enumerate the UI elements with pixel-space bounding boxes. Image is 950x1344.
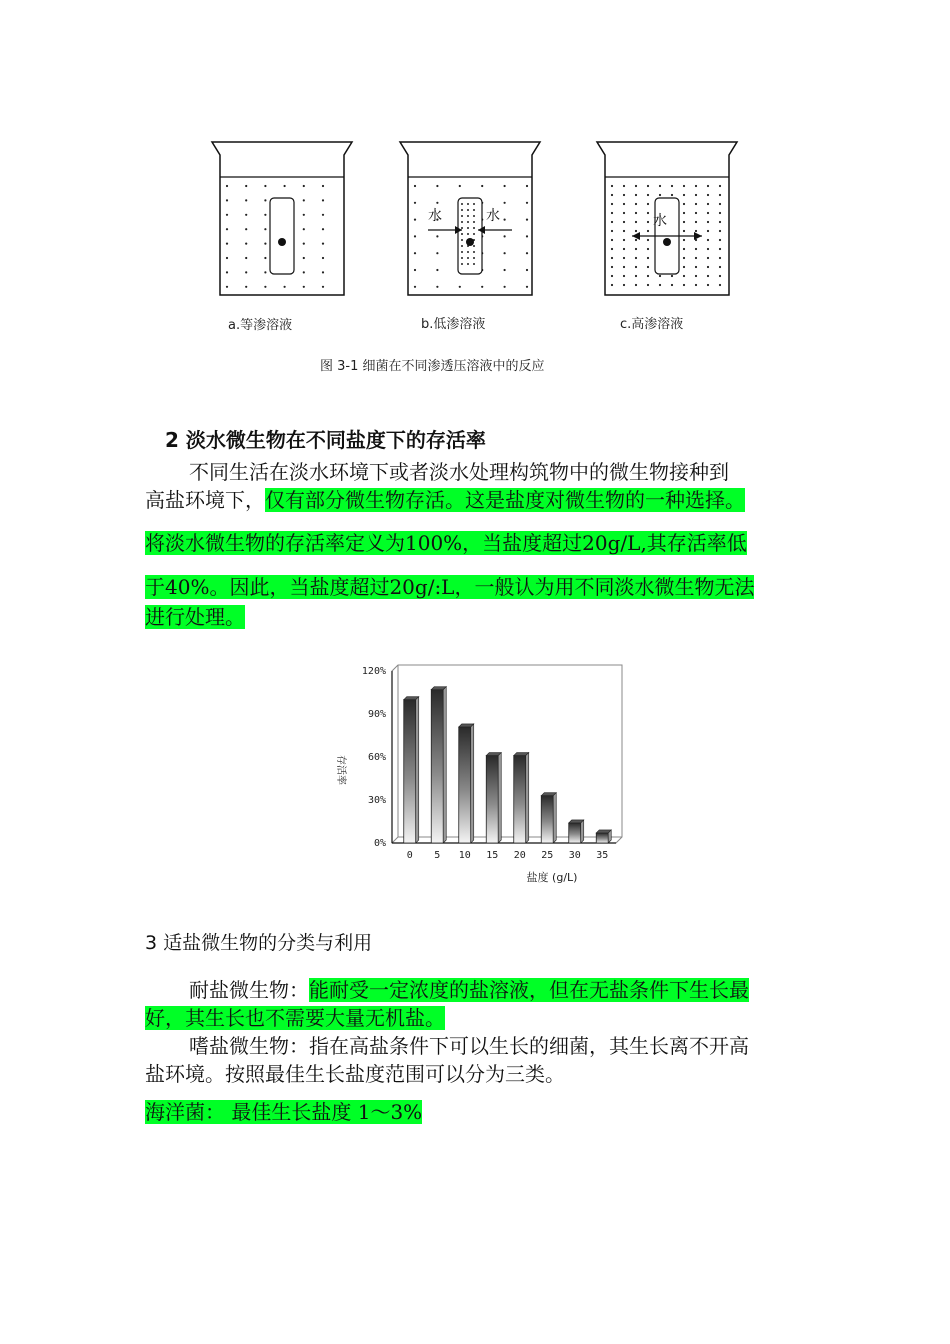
solute-dot: [414, 219, 416, 221]
solute-dot: [611, 275, 613, 277]
solute-dot: [504, 219, 506, 221]
solute-dot: [707, 239, 709, 241]
solute-dot: [322, 243, 324, 245]
solute-dot: [623, 212, 625, 214]
p1-plain: 耐盐微生物：: [189, 978, 309, 1002]
cell-dot: [473, 263, 475, 265]
cell-dot: [461, 257, 463, 259]
solute-dot: [504, 269, 506, 271]
solute-dot: [683, 248, 685, 250]
solute-dot: [695, 212, 697, 214]
solute-dot: [245, 185, 247, 187]
solute-dot: [695, 221, 697, 223]
solute-dot: [623, 203, 625, 205]
x-tick-label: 25: [541, 850, 554, 861]
solute-dot: [611, 248, 613, 250]
solute-dot: [695, 284, 697, 286]
solute-dot: [671, 194, 673, 196]
solute-dot: [459, 286, 461, 288]
solute-dot: [436, 185, 438, 187]
solute-dot: [322, 286, 324, 288]
solute-dot: [322, 271, 324, 273]
solute-dot: [683, 194, 685, 196]
solute-dot: [526, 219, 528, 221]
bar: [541, 796, 553, 843]
solute-dot: [303, 185, 305, 187]
cell-dot: [467, 251, 469, 253]
solute-dot: [707, 185, 709, 187]
solute-dot: [436, 252, 438, 254]
solute-dot: [504, 252, 506, 254]
solute-dot: [526, 202, 528, 204]
p2-line1: 嗜盐微生物：指在高盐条件下可以生长的细菌，其生长离不开高: [189, 1034, 749, 1058]
water-label-right: 水: [486, 208, 500, 224]
solute-dot: [414, 202, 416, 204]
cell-dot: [473, 221, 475, 223]
solute-dot: [671, 284, 673, 286]
solute-dot: [659, 284, 661, 286]
cell-dot: [461, 239, 463, 241]
solute-dot: [623, 221, 625, 223]
solute-dot: [635, 257, 637, 259]
solute-dot: [707, 194, 709, 196]
solute-dot: [635, 221, 637, 223]
solute-dot: [647, 275, 649, 277]
solute-dot: [719, 203, 721, 205]
bacterium-cell: [270, 198, 294, 274]
solute-dot: [284, 185, 286, 187]
solute-dot: [611, 230, 613, 232]
cell-dot: [461, 221, 463, 223]
chart-frame: [392, 665, 622, 843]
solute-dot: [303, 243, 305, 245]
solute-dot: [719, 266, 721, 268]
solute-dot: [226, 228, 228, 230]
solute-dot: [611, 194, 613, 196]
solute-dot: [683, 266, 685, 268]
solute-dot: [414, 286, 416, 288]
bar: [596, 833, 608, 843]
solute-dot: [635, 230, 637, 232]
solute-dot: [504, 235, 506, 237]
solute-dot: [322, 185, 324, 187]
solute-dot: [659, 194, 661, 196]
solute-dot: [647, 248, 649, 250]
p1-line2-highlight: 仅有部分微生物存活。这是盐度对微生物的一种选择。: [265, 488, 745, 512]
solute-dot: [683, 212, 685, 214]
survival-rate-chart: [330, 655, 630, 895]
cell-dot: [467, 215, 469, 217]
solute-dot: [284, 286, 286, 288]
p3-highlight: 海洋菌： 最佳生长盐度 1～3%: [145, 1100, 423, 1124]
bar-side: [471, 724, 474, 843]
cell-dot: [473, 209, 475, 211]
beaker-a-label: a.等渗溶液: [228, 318, 293, 333]
solute-dot: [526, 286, 528, 288]
cell-nucleus: [278, 238, 286, 246]
solute-dot: [526, 185, 528, 187]
solute-dot: [264, 286, 266, 288]
solute-dot: [303, 271, 305, 273]
solute-dot: [226, 257, 228, 259]
solute-dot: [264, 185, 266, 187]
solute-dot: [719, 284, 721, 286]
bar: [486, 756, 498, 843]
cell-dot: [461, 251, 463, 253]
cell-dot: [461, 227, 463, 229]
solute-dot: [695, 257, 697, 259]
solute-dot: [611, 266, 613, 268]
cell-dot: [473, 203, 475, 205]
solute-dot: [504, 286, 506, 288]
solute-dot: [707, 257, 709, 259]
solute-dot: [526, 235, 528, 237]
solute-dot: [719, 275, 721, 277]
solute-dot: [264, 271, 266, 273]
solute-dot: [226, 286, 228, 288]
solute-dot: [611, 284, 613, 286]
bar-side: [443, 687, 446, 843]
solute-dot: [623, 266, 625, 268]
cell-dot: [461, 215, 463, 217]
x-tick-label: 20: [513, 850, 526, 861]
beaker-figure: [200, 130, 760, 340]
p1-line5: 进行处理。: [145, 605, 245, 629]
solute-dot: [459, 185, 461, 187]
cell-nucleus: [663, 238, 671, 246]
cell-dot: [461, 245, 463, 247]
p1-highlight-line1: 能耐受一定浓度的盐溶液，但在无盐条件下生长最: [309, 978, 749, 1002]
solute-dot: [719, 257, 721, 259]
solute-dot: [322, 228, 324, 230]
solute-dot: [245, 228, 247, 230]
solute-dot: [481, 185, 483, 187]
p1-line3: 将淡水微生物的存活率定义为100%，当盐度超过20g/L,其存活率低: [145, 531, 747, 555]
solute-dot: [695, 203, 697, 205]
solute-dot: [322, 214, 324, 216]
solute-dot: [623, 185, 625, 187]
cell-dot: [473, 227, 475, 229]
cell-dot: [461, 203, 463, 205]
solute-dot: [245, 199, 247, 201]
solute-dot: [226, 185, 228, 187]
solute-dot: [695, 266, 697, 268]
x-tick-label: 10: [458, 850, 471, 861]
cell-dot: [473, 215, 475, 217]
solute-dot: [611, 212, 613, 214]
solute-dot: [695, 248, 697, 250]
x-tick-label: 15: [486, 850, 499, 861]
bar: [514, 756, 526, 843]
solute-dot: [303, 214, 305, 216]
solute-dot: [659, 275, 661, 277]
solute-dot: [414, 185, 416, 187]
solute-dot: [504, 202, 506, 204]
solute-dot: [611, 185, 613, 187]
solute-dot: [695, 185, 697, 187]
solute-dot: [611, 203, 613, 205]
bar-side: [581, 820, 584, 843]
solute-dot: [264, 199, 266, 201]
solute-dot: [635, 194, 637, 196]
p1-line2-plain: 高盐环境下，: [145, 488, 265, 512]
solute-dot: [526, 269, 528, 271]
solute-dot: [635, 284, 637, 286]
solute-dot: [635, 212, 637, 214]
solute-dot: [436, 286, 438, 288]
cell-dot: [473, 233, 475, 235]
solute-dot: [245, 286, 247, 288]
cell-dot: [467, 257, 469, 259]
solute-dot: [623, 257, 625, 259]
solute-dot: [719, 194, 721, 196]
p1-line4: 于40%。因此，当盐度超过20g/:L，一般认为用不同淡水微生物无法: [145, 575, 755, 599]
figure-caption: 图 3-1 细菌在不同渗透压溶液中的反应: [320, 359, 545, 374]
cell-nucleus: [466, 238, 474, 246]
solute-dot: [245, 243, 247, 245]
solute-dot: [414, 269, 416, 271]
bar-side: [498, 753, 501, 843]
cell-dot: [467, 263, 469, 265]
solute-dot: [647, 266, 649, 268]
solute-dot: [635, 275, 637, 277]
solute-dot: [707, 266, 709, 268]
solute-dot: [707, 203, 709, 205]
solute-dot: [707, 248, 709, 250]
y-tick-label: 90%: [367, 709, 386, 720]
solute-dot: [623, 194, 625, 196]
bar-side: [553, 793, 556, 843]
solute-dot: [683, 203, 685, 205]
solute-dot: [683, 221, 685, 223]
section-2-paragraph: [145, 458, 810, 631]
solute-dot: [647, 239, 649, 241]
solute-dot: [683, 284, 685, 286]
solute-dot: [414, 252, 416, 254]
bar: [569, 823, 581, 843]
solute-dot: [695, 275, 697, 277]
water-label-left: 水: [428, 208, 442, 224]
solute-dot: [264, 257, 266, 259]
solute-dot: [245, 271, 247, 273]
cell-dot: [467, 221, 469, 223]
solute-dot: [635, 203, 637, 205]
cell-dot: [473, 257, 475, 259]
solute-dot: [683, 257, 685, 259]
solute-dot: [623, 248, 625, 250]
solute-dot: [719, 239, 721, 241]
cell-dot: [467, 227, 469, 229]
cell-dot: [467, 203, 469, 205]
x-tick-label: 0: [406, 850, 413, 861]
solute-dot: [707, 212, 709, 214]
p1-line1: 不同生活在淡水环境下或者淡水处理构筑物中的微生物接种到: [189, 460, 729, 484]
solute-dot: [647, 257, 649, 259]
solute-dot: [303, 228, 305, 230]
solute-dot: [303, 286, 305, 288]
solute-dot: [671, 275, 673, 277]
solute-dot: [623, 275, 625, 277]
solute-dot: [683, 275, 685, 277]
solute-dot: [683, 239, 685, 241]
solute-dot: [719, 212, 721, 214]
p1-highlight-line2: 好，其生长也不需要大量无机盐。: [145, 1006, 445, 1030]
x-tick-label: 30: [568, 850, 581, 861]
solute-dot: [695, 194, 697, 196]
solute-dot: [322, 257, 324, 259]
solute-dot: [264, 228, 266, 230]
chart-y-axis-label: 存活率: [335, 755, 346, 785]
solute-dot: [707, 284, 709, 286]
cell-dot: [473, 245, 475, 247]
y-tick-label: 30%: [367, 795, 386, 806]
solute-dot: [671, 185, 673, 187]
solute-dot: [264, 214, 266, 216]
solute-dot: [695, 230, 697, 232]
solute-dot: [611, 239, 613, 241]
bar-side: [416, 697, 419, 843]
y-tick-label: 120%: [361, 666, 386, 677]
solute-dot: [647, 203, 649, 205]
solute-dot: [683, 185, 685, 187]
cell-dot: [461, 233, 463, 235]
bar-side: [526, 753, 529, 843]
solute-dot: [623, 239, 625, 241]
solute-dot: [659, 185, 661, 187]
solute-dot: [647, 194, 649, 196]
solute-dot: [707, 221, 709, 223]
arrow-head: [694, 232, 702, 240]
x-tick-label: 35: [596, 850, 609, 861]
solute-dot: [611, 221, 613, 223]
solute-dot: [635, 248, 637, 250]
chart-x-axis-label: 盐度 (g/L): [526, 871, 578, 884]
solute-dot: [436, 235, 438, 237]
solute-dot: [303, 257, 305, 259]
solute-dot: [647, 284, 649, 286]
p1-line2: [145, 486, 810, 514]
beaker-c-label: c.高渗溶液: [620, 317, 684, 332]
x-tick-label: 5: [434, 850, 441, 861]
solute-dot: [635, 239, 637, 241]
solute-dot: [226, 214, 228, 216]
cell-dot: [467, 209, 469, 211]
solute-dot: [436, 269, 438, 271]
bar: [431, 690, 443, 843]
solute-dot: [647, 185, 649, 187]
solute-dot: [719, 185, 721, 187]
solute-dot: [322, 199, 324, 201]
y-tick-label: 60%: [367, 752, 386, 763]
solute-dot: [245, 257, 247, 259]
section-2-heading: 2 淡水微生物在不同盐度下的存活率: [165, 428, 486, 452]
y-tick-label: 0%: [373, 838, 386, 849]
solute-dot: [719, 221, 721, 223]
arrow-head: [632, 232, 640, 240]
solute-dot: [481, 286, 483, 288]
solute-dot: [264, 243, 266, 245]
cell-dot: [467, 233, 469, 235]
solute-dot: [611, 257, 613, 259]
p2-line2: 盐环境。按照最佳生长盐度范围可以分为三类。: [145, 1062, 565, 1086]
section-3-heading: 3 适盐微生物的分类与利用: [145, 932, 373, 954]
solute-dot: [647, 230, 649, 232]
solute-dot: [719, 248, 721, 250]
cell-dot: [461, 263, 463, 265]
solute-dot: [226, 199, 228, 201]
cell-dot: [461, 209, 463, 211]
cell-dot: [473, 251, 475, 253]
bar: [404, 700, 416, 843]
solute-dot: [526, 252, 528, 254]
solute-dot: [226, 243, 228, 245]
solute-dot: [635, 185, 637, 187]
beaker-b-label: b.低渗溶液: [421, 317, 486, 332]
solute-dot: [707, 230, 709, 232]
solute-dot: [504, 185, 506, 187]
solute-dot: [623, 284, 625, 286]
solute-dot: [436, 202, 438, 204]
solute-dot: [623, 230, 625, 232]
solute-dot: [719, 230, 721, 232]
solute-dot: [683, 230, 685, 232]
solute-dot: [647, 212, 649, 214]
solute-dot: [226, 271, 228, 273]
solute-dot: [245, 214, 247, 216]
solute-dot: [647, 221, 649, 223]
water-label-center: 水: [653, 213, 667, 229]
solute-dot: [414, 235, 416, 237]
solute-dot: [303, 199, 305, 201]
bar: [459, 727, 471, 843]
solute-dot: [635, 266, 637, 268]
solute-dot: [707, 275, 709, 277]
section-3-body: [145, 976, 810, 1126]
